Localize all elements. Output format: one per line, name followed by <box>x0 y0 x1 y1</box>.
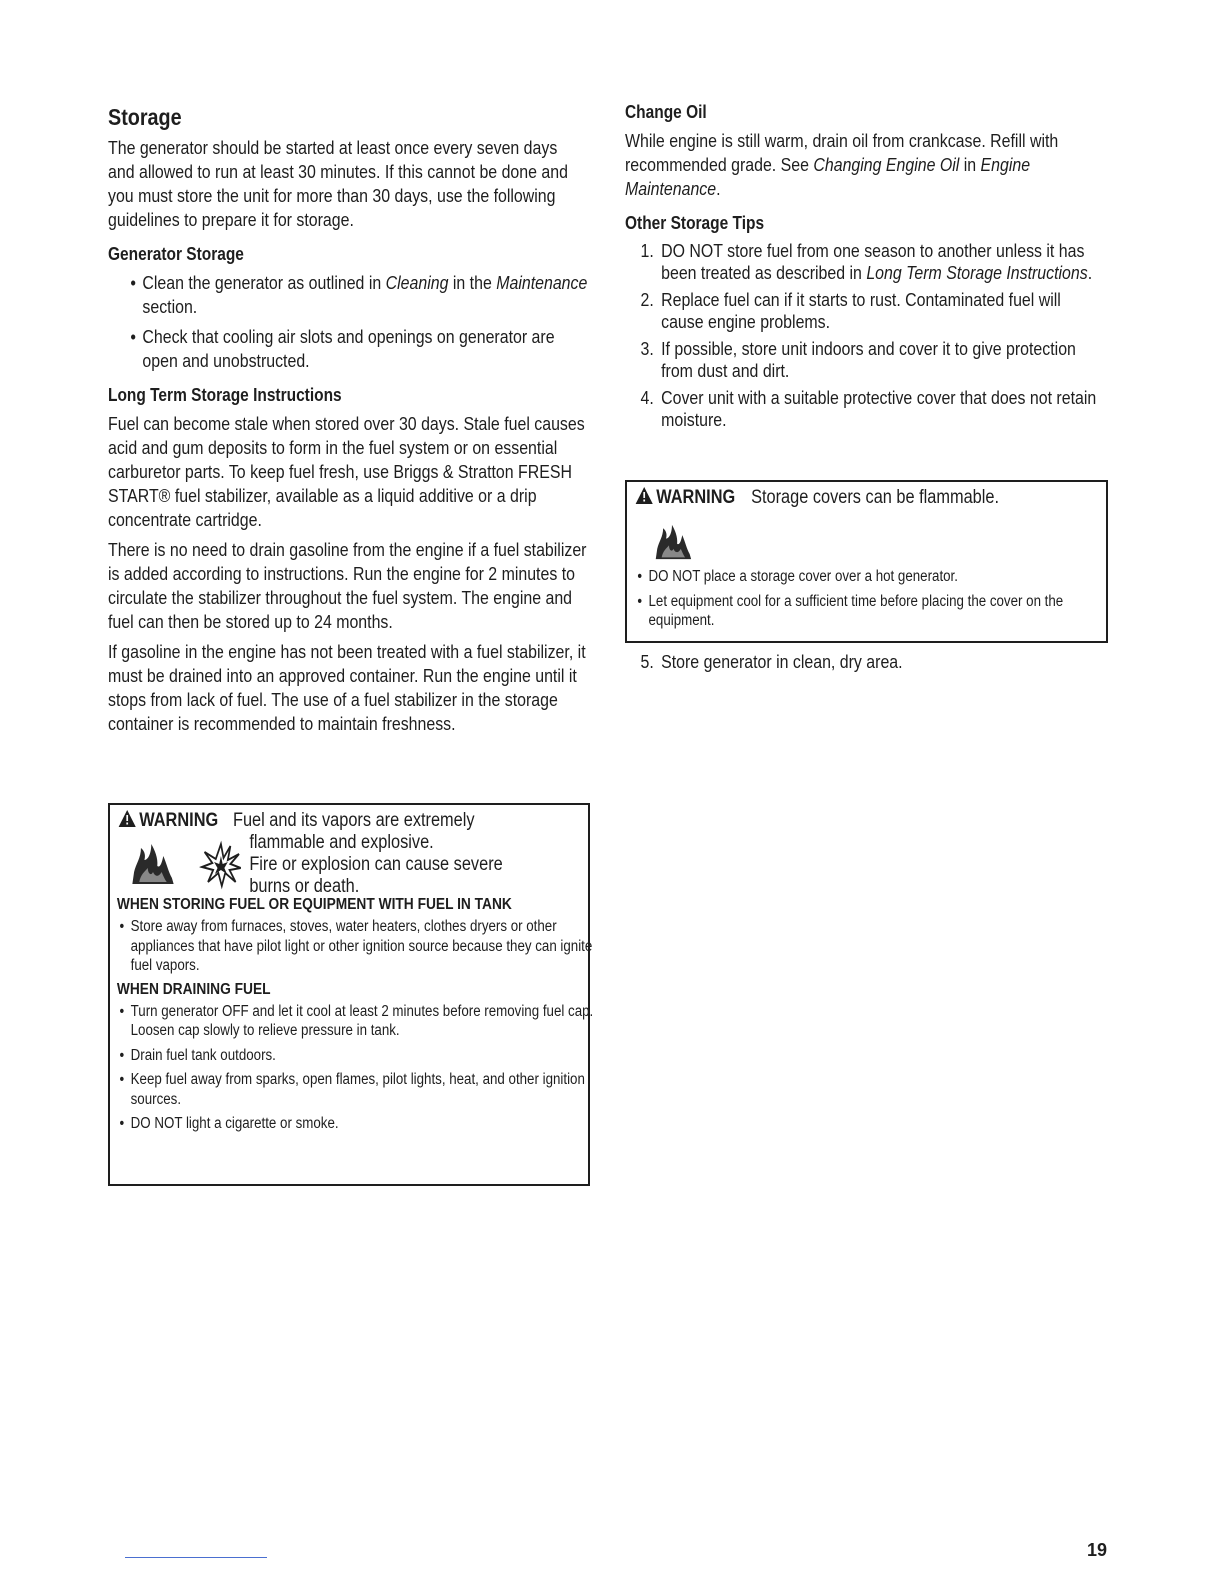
page-number: 19 <box>1086 1540 1107 1560</box>
warning-label: WARNING <box>139 810 219 831</box>
draining-fuel-list <box>117 1002 595 1134</box>
list-item: • Let equipment cool for a sufficient time before placing the cover on the equipment. <box>649 592 1113 631</box>
cover-warning-text: Storage covers can be flammable. <box>751 487 1000 508</box>
list-item: • Drain fuel tank outdoors. <box>131 1046 595 1066</box>
storage-intro: The generator should be started at least once every seven days and allowed to run at least 30 minutes. If this cannot be done and you must store the unit for more than 30 days, use the following guidelines to prepare it for storage. <box>108 137 568 230</box>
fire-icon <box>129 842 177 886</box>
list-item: • Keep fuel away from sparks, open flames, pilot lights, heat, and other ignition sources. <box>131 1070 595 1109</box>
storage-tip-5 <box>625 651 1107 678</box>
list-item: • Store away from furnaces, stoves, water heaters, clothes dryers or other appliances that have pilot light or other ignition source because they can ignite fuel vapors. <box>131 917 595 976</box>
cleaning-reference: Cleaning <box>385 272 449 293</box>
other-storage-tips-heading: Other Storage Tips <box>625 213 765 233</box>
generator-storage-heading: Generator Storage <box>108 244 244 264</box>
storing-fuel-subheading: WHEN STORING FUEL OR EQUIPMENT WITH FUEL IN TANK <box>116 896 512 913</box>
storing-fuel-list <box>117 917 595 976</box>
long-term-storage-reference: Long Term Storage Instructions <box>866 262 1088 283</box>
alert-triangle-icon <box>119 810 136 827</box>
fuel-warning-text: Fuel and its vapors are extremely flammable and explosive. Fire or explosion can cause severe burns or death. <box>232 810 503 897</box>
list-item: • Turn generator OFF and let it cool at least 2 minutes before removing fuel cap. Loosen cap slowly to relieve pressure in tank. <box>131 1002 595 1041</box>
storage-heading: Storage <box>108 104 182 130</box>
long-term-paragraph-1: Fuel can become stale when stored over 30 days. Stale fuel causes acid and gum deposits to form in the fuel system or on essential carburetor parts. To keep fuel fresh, use Briggs & Stratton FRESH START® fuel stabilizer, available as a liquid additive or a drip concentrate cartridge. <box>108 413 585 530</box>
cover-warning-box <box>625 480 1108 643</box>
list-item: • Clean the generator as outlined in Cleaning in the Maintenance section. <box>142 271 588 319</box>
draining-fuel-subheading: WHEN DRAINING FUEL <box>116 980 271 998</box>
list-item: • Check that cooling air slots and openings on generator are open and unobstructed. <box>142 325 588 373</box>
list-item: • DO NOT light a cigarette or smoke. <box>131 1114 595 1134</box>
list-item: 1. DO NOT store fuel from one season to another unless it has been treated as described in Long Term Storage Instructions. <box>640 240 1093 283</box>
alert-triangle-icon <box>636 487 653 504</box>
change-oil-paragraph: While engine is still warm, drain oil from crankcase. Refill with recommended grade. See Changing Engine Oil in Engine Maintenance. <box>625 130 1059 199</box>
list-item: 4. Cover unit with a suitable protective cover that does not retain moisture. <box>640 387 1097 430</box>
generator-storage-list <box>108 271 588 373</box>
list-item: • DO NOT place a storage cover over a hot generator. <box>649 567 1113 587</box>
footer-line <box>125 1557 267 1558</box>
list-item: 3. If possible, store unit indoors and cover it to give protection from dust and dirt. <box>640 338 1076 381</box>
long-term-storage-heading: Long Term Storage Instructions <box>108 385 342 405</box>
list-item: 2. Replace fuel can if it starts to rust. Contaminated fuel will cause engine problems. <box>640 289 1061 332</box>
long-term-paragraph-2: There is no need to drain gasoline from the engine if a fuel stabilizer is added according to instructions. Run the engine for 2 minutes to circulate the stabilizer throughout the fuel system. The engine and fuel can then be stored up to 24 months. <box>108 539 587 632</box>
warning-label: WARNING <box>656 487 736 508</box>
maintenance-reference: Maintenance <box>496 272 588 293</box>
fuel-warning-box <box>108 803 594 1186</box>
right-column <box>625 100 1107 436</box>
change-oil-heading: Change Oil <box>625 102 707 122</box>
cover-warning-list <box>634 567 1113 631</box>
storage-tips-list <box>625 240 1107 431</box>
list-item: 5. Store generator in clean, dry area. <box>640 651 903 672</box>
left-column <box>108 100 588 742</box>
long-term-paragraph-3: If gasoline in the engine has not been treated with a fuel stabilizer, it must be drained into an approved container. Run the engine until it stops from lack of fuel. The use of a fuel stabilizer in the storage container is recommended to maintain freshness. <box>108 641 586 734</box>
fire-icon <box>653 523 694 561</box>
